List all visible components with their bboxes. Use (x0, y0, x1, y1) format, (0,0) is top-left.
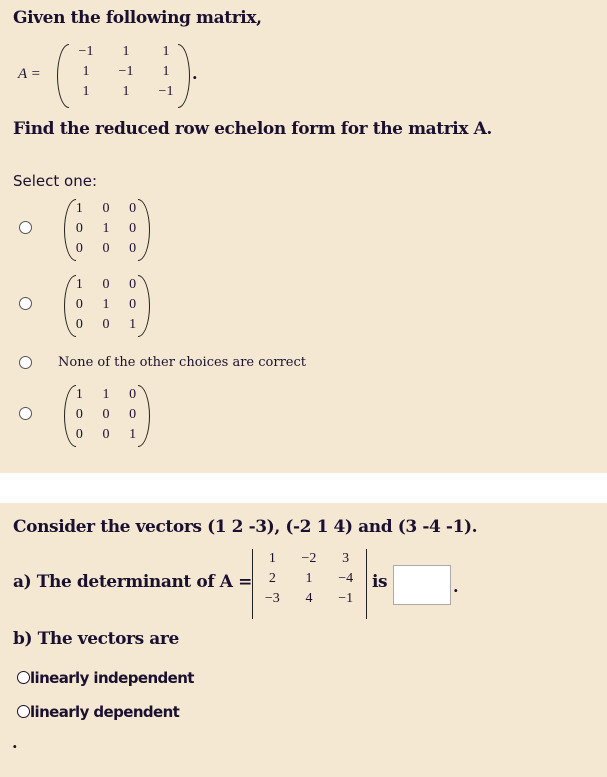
option-1-matrix (66, 199, 146, 259)
cell: 0 (75, 241, 83, 256)
right-paren (138, 199, 150, 261)
cell: −1 (78, 44, 94, 59)
cell: 1 (75, 387, 83, 402)
determinant-matrix (254, 549, 364, 609)
matrix-label: A = (18, 66, 41, 82)
option-2-radio[interactable] (19, 297, 32, 310)
right-paren (138, 385, 150, 447)
cell: 0 (102, 241, 110, 256)
cell: 0 (102, 201, 110, 216)
cell: −4 (338, 571, 354, 586)
cell: 1 (122, 84, 130, 99)
period: . (192, 64, 198, 83)
cell: 0 (102, 277, 110, 292)
select-one-label: Select one: (13, 172, 98, 190)
option-4-radio[interactable] (19, 407, 32, 420)
cell: 0 (75, 221, 83, 236)
right-paren (138, 275, 150, 337)
cell: 0 (75, 297, 83, 312)
option-2-matrix (66, 275, 146, 335)
option-1-radio[interactable] (19, 221, 32, 234)
cell: 0 (129, 297, 137, 312)
cell: 1 (122, 44, 130, 59)
cell: 3 (342, 551, 350, 566)
matrix-a (66, 42, 186, 102)
cell: 4 (305, 591, 313, 606)
cell: −1 (338, 591, 354, 606)
trailing-period: . (12, 733, 18, 752)
cell: 1 (129, 317, 137, 332)
cell: 1 (75, 201, 83, 216)
question-prompt: Find the reduced row echelon form for the matrix A. (13, 119, 492, 139)
cell: 1 (129, 427, 137, 442)
cell: 1 (102, 387, 110, 402)
determinant-answer-input[interactable] (393, 565, 451, 605)
cell: −1 (118, 64, 134, 79)
part-a-prefix: a) The determinant of A = (13, 572, 252, 592)
option-label: linearly independent (30, 669, 194, 687)
question-2-panel (0, 503, 607, 777)
option-4-matrix (66, 385, 146, 445)
cell: 0 (75, 427, 83, 442)
cell: 1 (82, 84, 90, 99)
option-linearly-independent[interactable] (17, 669, 194, 687)
cell: 0 (129, 201, 137, 216)
right-paren (178, 44, 190, 108)
question-title: Given the following matrix, (13, 8, 262, 28)
cell: 2 (268, 571, 276, 586)
option-linearly-dependent[interactable] (17, 703, 179, 721)
cell: −2 (301, 551, 317, 566)
radio-icon[interactable] (17, 671, 30, 684)
option-3-radio[interactable] (19, 356, 32, 369)
option-3-label[interactable]: None of the other choices are correct (58, 355, 306, 370)
cell: −1 (158, 84, 174, 99)
cell: 1 (268, 551, 276, 566)
cell: 0 (129, 277, 137, 292)
cell: 0 (102, 427, 110, 442)
cell: 1 (75, 277, 83, 292)
part-a-suffix: is (372, 572, 388, 592)
cell: 0 (129, 407, 137, 422)
cell: −3 (264, 591, 280, 606)
period: . (453, 577, 459, 596)
cell: 1 (305, 571, 313, 586)
cell: 0 (129, 241, 137, 256)
radio-icon[interactable] (17, 705, 30, 718)
cell: 0 (129, 221, 137, 236)
cell: 0 (102, 317, 110, 332)
cell: 0 (75, 317, 83, 332)
option-label: linearly dependent (30, 703, 180, 721)
det-bar-right (366, 549, 367, 619)
cell: 1 (162, 44, 170, 59)
question-title: Consider the vectors (1 2 -3), (-2 1 4) and (3 -4 -1). (13, 517, 478, 537)
det-bar-left (252, 549, 253, 619)
cell: 1 (82, 64, 90, 79)
part-b-label: b) The vectors are (13, 629, 179, 649)
cell: 0 (102, 407, 110, 422)
cell: 0 (129, 387, 137, 402)
cell: 1 (102, 221, 110, 236)
cell: 1 (162, 64, 170, 79)
cell: 1 (102, 297, 110, 312)
cell: 0 (75, 407, 83, 422)
